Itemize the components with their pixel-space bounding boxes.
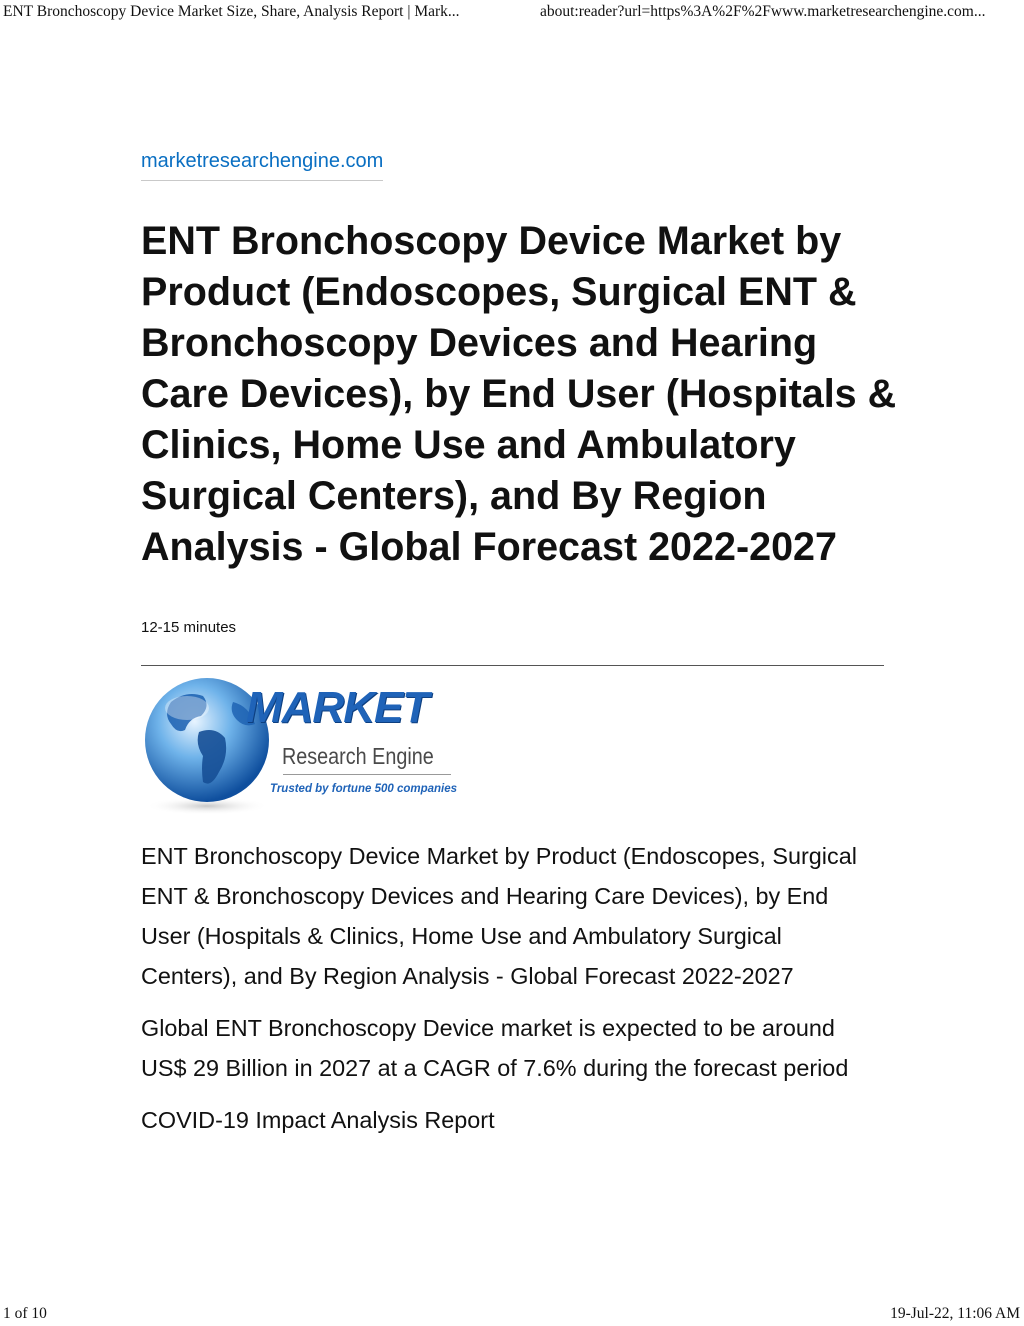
logo-tagline: Trusted by fortune 500 companies [270, 783, 458, 795]
market-research-engine-logo [141, 672, 471, 817]
print-header-url: about:reader?url=https%3A%2F%2Fwww.marketresearchengine.com... [540, 3, 986, 20]
print-footer-page-number: 1 of 10 [3, 1305, 47, 1322]
logo-wordmark: MARKET [246, 683, 429, 732]
logo-divider [283, 774, 451, 775]
header-divider [141, 665, 884, 666]
print-footer-timestamp: 19-Jul-22, 11:06 AM [890, 1305, 1020, 1322]
reading-time: 12-15 minutes [141, 619, 237, 636]
article-paragraph: COVID-19 Impact Analysis Report [141, 1107, 495, 1133]
article-paragraph: Global ENT Bronchoscopy Device market is expected to be around US$ 29 Billion in 2027 at a CAGR of 7.6% during the forecast period [141, 1015, 849, 1081]
article-paragraph: ENT Bronchoscopy Device Market by Product (Endoscopes, Surgical ENT & Bronchoscopy Devices and Hearing Care Devices), by End User (Hospitals & Clinics, Home Use and Ambulatory Surgical Centers), and By Region Analysis - Global Forecast 2022-2027 [141, 843, 857, 989]
source-domain-link[interactable]: marketresearchengine.com [141, 148, 383, 181]
article-body [141, 836, 861, 1152]
print-header-title: ENT Bronchoscopy Device Market Size, Share, Analysis Report | Mark... [3, 3, 460, 20]
article-title: ENT Bronchoscopy Device Market by Product (Endoscopes, Surgical ENT & Bronchoscopy Devices and Hearing Care Devices), by End User (Hospitals & Clinics, Home Use and Ambulatory Surgical Centers), and By Region Analysis - Global Forecast 2022-2027 [141, 219, 897, 569]
logo-subtitle: Research Engine [282, 743, 434, 769]
